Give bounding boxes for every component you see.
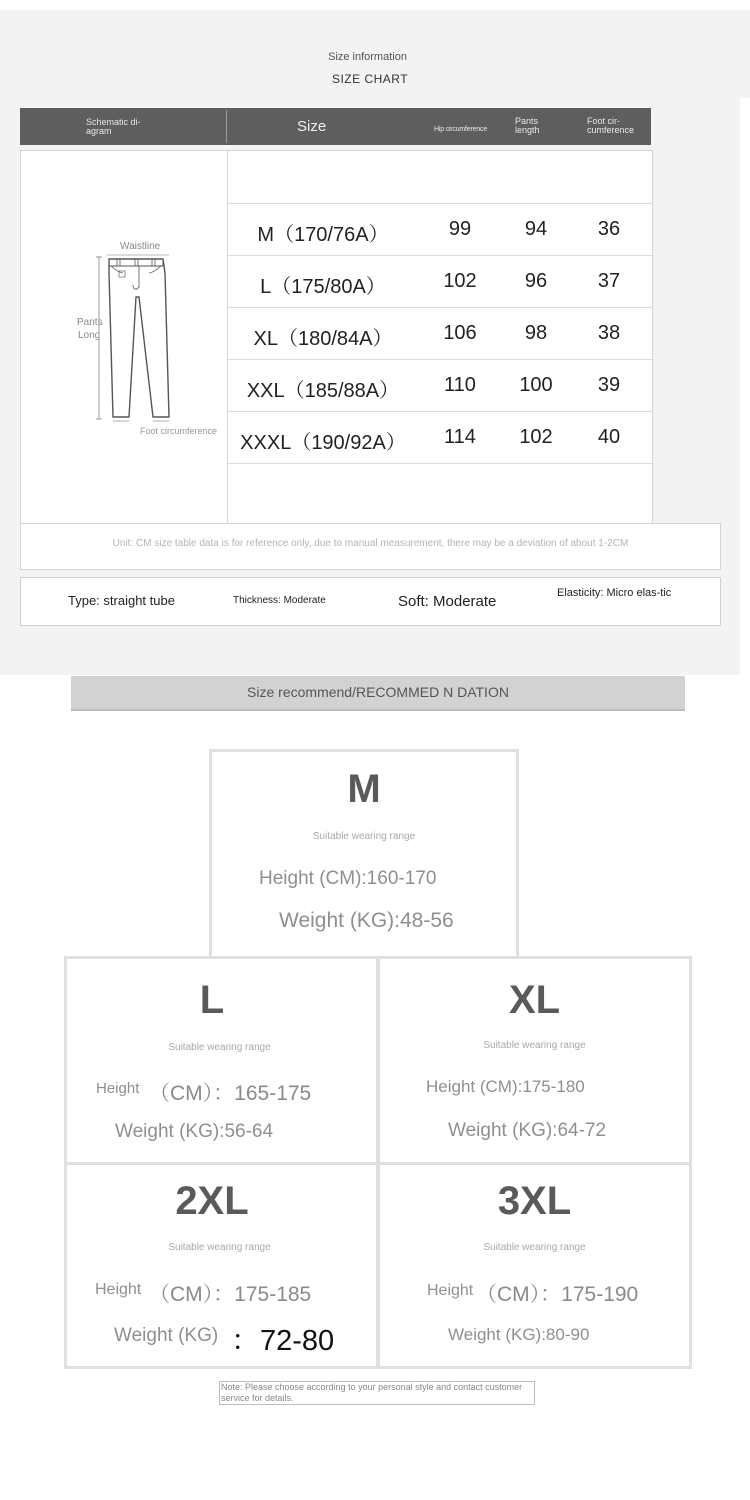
height-label: Height <box>427 1282 474 1299</box>
size-card-3xl <box>377 1162 692 1369</box>
header-hip-circumference: Hip circumference <box>434 126 488 133</box>
size-recommend-bar <box>71 676 685 711</box>
header-pants-length: Pants length <box>515 116 540 135</box>
suitable-range-label: Suitable wearing range <box>483 1242 586 1253</box>
weight-range: ：72-80 <box>231 1325 335 1357</box>
size-chart-title: SIZE CHART <box>331 72 409 86</box>
row-hip: 110 <box>444 374 476 396</box>
row-hip: 106 <box>443 322 477 344</box>
attribute-elasticity: Elasticity: Micro elas-tic <box>557 587 672 599</box>
row-size: XXXL（190/92A） <box>240 432 406 454</box>
row-length: 96 <box>524 270 548 292</box>
suitable-range-label: Suitable wearing range <box>168 1042 271 1053</box>
pants-diagram-icon <box>95 251 175 423</box>
height-range: Height (CM):175-180 <box>426 1077 585 1096</box>
size-card-title: XL <box>508 978 561 1022</box>
table-header <box>20 108 651 145</box>
row-length: 100 <box>519 374 553 396</box>
row-foot: 36 <box>597 218 621 240</box>
unit-note: Unit: CM size table data is for reference only, due to manual measurement, there may be a deviation of about 1-2CM <box>112 538 629 549</box>
schematic-diagram <box>21 151 228 524</box>
attribute-soft: Soft: Moderate <box>398 593 497 610</box>
size-recommend-title: Size recommend/RECOMMED N DATION <box>247 684 509 700</box>
table-row <box>228 411 652 464</box>
row-size: L（175/80A） <box>260 276 386 298</box>
size-card-title: L <box>199 978 225 1022</box>
pants-long-label-2: Long <box>78 330 101 341</box>
foot-circumference-label: Foot circumference <box>140 426 218 436</box>
header-schematic-diagram: Schematic di-agram <box>86 117 141 136</box>
height-range: Height (CM):160-170 <box>259 868 437 889</box>
row-length: 94 <box>524 218 548 240</box>
table-row-empty <box>228 463 652 524</box>
size-information-subtitle: Size information <box>328 51 407 63</box>
unit-note-box <box>20 523 721 570</box>
height-range: （CM）：175-190 <box>476 1283 639 1306</box>
suitable-range-label: Suitable wearing range <box>312 831 416 842</box>
header-divider <box>226 110 227 143</box>
row-foot: 38 <box>597 322 621 344</box>
size-card-xl <box>377 956 692 1165</box>
weight-range: Weight (KG):56-64 <box>115 1121 274 1142</box>
row-size: XXL（185/88A） <box>246 380 400 402</box>
weight-range: Weight (KG):64-72 <box>448 1120 607 1141</box>
row-foot: 40 <box>597 426 621 448</box>
table-row <box>228 359 652 412</box>
size-table-body <box>20 150 653 525</box>
waistline-label: Waistline <box>120 241 161 252</box>
table-row <box>228 307 652 360</box>
height-label: Height <box>96 1080 140 1097</box>
weight-label: Weight (KG) <box>114 1325 219 1346</box>
row-hip: 114 <box>444 426 476 448</box>
size-card-2xl <box>64 1162 379 1369</box>
row-length: 102 <box>519 426 553 448</box>
customer-service-note: Note: Please choose according to your personal style and contact customer service for details. <box>219 1381 535 1405</box>
weight-range: Weight (KG):48-56 <box>279 909 454 932</box>
attributes-box <box>20 577 721 626</box>
attribute-type: Type: straight tube <box>68 593 175 608</box>
row-length: 98 <box>524 322 548 344</box>
table-row <box>228 203 652 256</box>
row-foot: 39 <box>597 374 621 396</box>
height-range: （CM）：165-175 <box>149 1082 312 1105</box>
size-card-title: M <box>347 767 381 811</box>
size-card-title: 2XL <box>175 1179 249 1223</box>
pants-long-label-1: Pants <box>77 317 103 328</box>
header-size: Size <box>297 118 327 135</box>
height-range: （CM）：175-185 <box>149 1283 312 1306</box>
row-size: XL（180/84A） <box>253 328 393 350</box>
row-foot: 37 <box>597 270 621 292</box>
size-card-title: 3XL <box>497 1179 572 1223</box>
table-row <box>228 255 652 308</box>
row-hip: 102 <box>443 270 477 292</box>
attribute-thickness: Thickness: Moderate <box>233 595 326 606</box>
size-card-m <box>209 749 519 960</box>
row-hip: 99 <box>448 218 472 240</box>
suitable-range-label: Suitable wearing range <box>483 1040 586 1051</box>
suitable-range-label: Suitable wearing range <box>168 1242 271 1253</box>
row-size: M（170/76A） <box>257 224 389 246</box>
size-card-l <box>64 956 379 1165</box>
weight-range: Weight (KG):80-90 <box>448 1325 590 1344</box>
header-foot-circumference: Foot cir-cumference <box>587 116 635 135</box>
height-label: Height <box>95 1281 142 1298</box>
